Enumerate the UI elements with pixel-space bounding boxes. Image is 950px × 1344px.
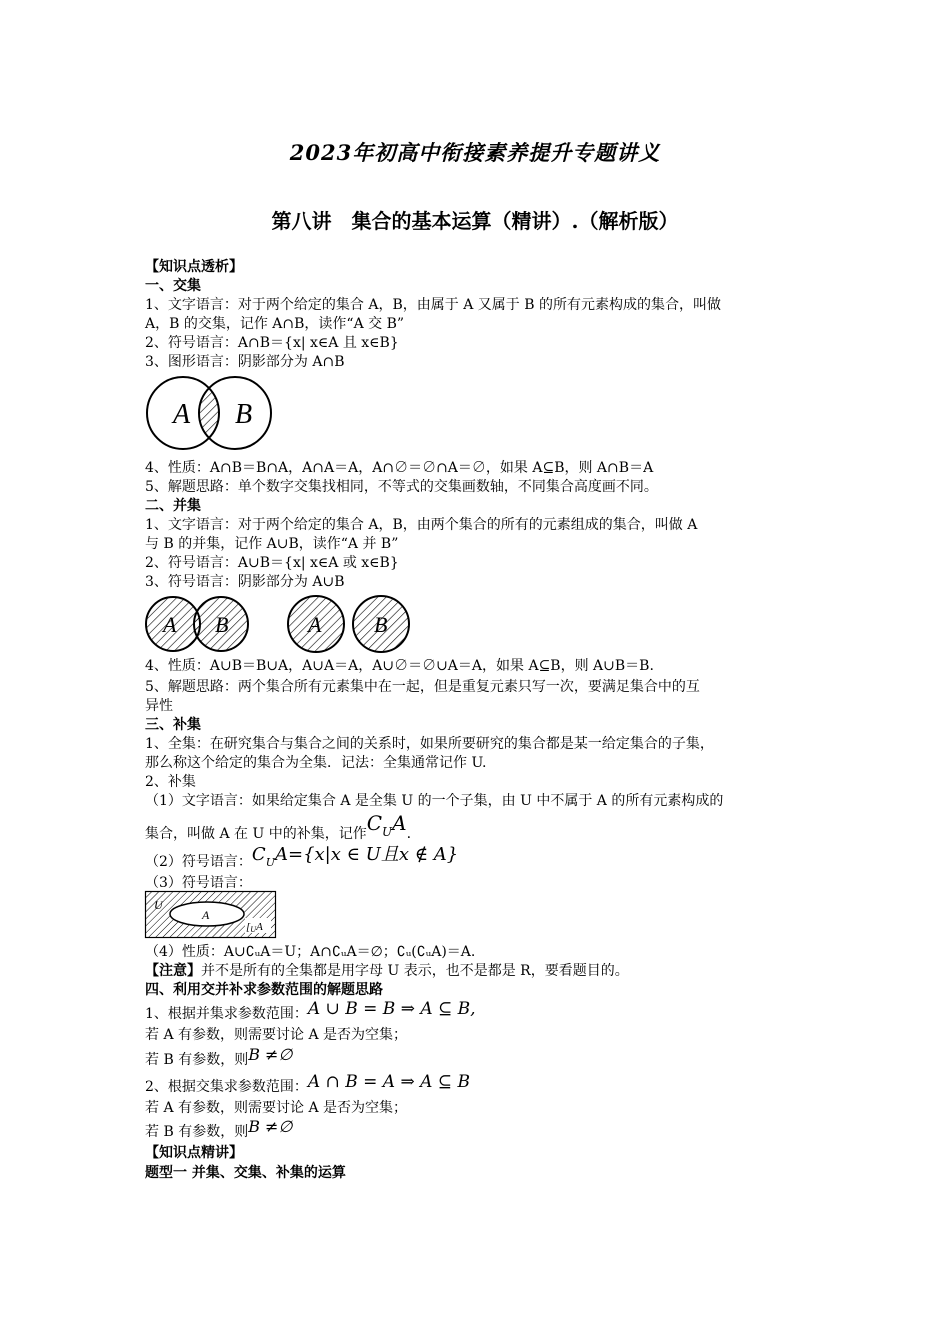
text: 2、符号语言：A∩B＝{x| x∈A 且 x∈B} bbox=[145, 335, 399, 351]
complement-diagram bbox=[145, 891, 277, 939]
venn-label-b: B bbox=[215, 612, 229, 637]
series-title: 2023年初高中衔接素养提升专题讲义 bbox=[289, 140, 661, 165]
text: 若 A 有参数，则需要讨论 A 是否为空集； bbox=[145, 1027, 408, 1043]
text: 集合，叫做 A 在 U 中的补集，记作 bbox=[145, 826, 367, 842]
text: 3、图形语言：阴影部分为 A∩B bbox=[145, 354, 345, 370]
section-complement-heading: 三、补集 bbox=[145, 717, 201, 733]
box-label-complement: [UA bbox=[246, 921, 263, 934]
text: （2）符号语言： bbox=[145, 854, 252, 870]
math-formula: B ≠∅ bbox=[248, 1117, 293, 1136]
math-formula: A ∪ B = B ⇒ A ⊆ B, bbox=[307, 999, 476, 1019]
question-type-heading: 题型一 并集、交集、补集的运算 bbox=[145, 1165, 346, 1181]
text: . bbox=[406, 826, 412, 842]
text: （1）文字语言：如果给定集合 A 是全集 U 的一个子集，由 U 中不属于 A 的所有元素构成的 bbox=[145, 793, 724, 809]
math-c: C bbox=[366, 811, 383, 835]
text: 异性 bbox=[145, 698, 173, 714]
section-parameter-heading: 四、利用交并补求参数范围的解题思路 bbox=[145, 982, 383, 998]
text: 1、文字语言：对于两个给定的集合 A，B，由属于 A 又属于 B 的所有元素构成的集合，叫做 bbox=[145, 297, 721, 313]
text: A，B 的交集，记作 A∩B，读作“A 交 B” bbox=[145, 316, 405, 332]
intersection-venn-diagram bbox=[145, 374, 275, 454]
section-union-heading: 二、并集 bbox=[145, 498, 201, 514]
text bbox=[145, 1117, 293, 1141]
math-a: A bbox=[392, 811, 407, 835]
union-venn-diagram-disjoint bbox=[286, 595, 416, 655]
text: 那么称这个给定的集合为全集．记法：全集通常记作 U. bbox=[145, 755, 487, 771]
text: 若 A 有参数，则需要讨论 A 是否为空集； bbox=[145, 1100, 408, 1116]
text bbox=[145, 999, 476, 1023]
note-label: 【注意】 bbox=[145, 963, 201, 979]
math-formula: B ≠∅ bbox=[248, 1045, 293, 1064]
text: 1、文字语言：对于两个给定的集合 A，B，由两个集合的所有的元素组成的集合，叫做 A bbox=[145, 517, 698, 533]
math-c: C bbox=[251, 844, 266, 865]
text bbox=[145, 1045, 293, 1069]
text: 4、性质：A∩B＝B∩A，A∩A＝A，A∩∅＝∅∩A＝∅，如果 A⊆B，则 A∩B＝A bbox=[145, 460, 654, 476]
venn-label-b: B bbox=[235, 399, 253, 430]
text: 2、符号语言：A∪B＝{x| x∈A 或 x∈B} bbox=[145, 555, 399, 571]
text: 5、解题思路：两个集合所有元素集中在一起，但是重复元素只写一次，要满足集合中的互 bbox=[145, 679, 700, 695]
union-venn-diagram-overlapping bbox=[145, 595, 255, 655]
text bbox=[145, 1072, 470, 1096]
text: 2、补集 bbox=[145, 774, 196, 790]
venn-label-b: B bbox=[374, 612, 388, 637]
text: 若 B 有参数，则 bbox=[145, 1124, 249, 1140]
text: 若 B 有参数，则 bbox=[145, 1052, 249, 1068]
lecture-title: 第八讲 集合的基本运算（精讲）.（解析版） bbox=[271, 209, 679, 233]
text: （3）符号语言： bbox=[145, 875, 252, 891]
math-sub: U bbox=[382, 824, 393, 839]
text: 4、性质：A∪B＝B∪A，A∪A＝A，A∪∅＝∅∪A＝A，如果 A⊆B，则 A∪B＝B. bbox=[145, 658, 654, 674]
venn-label-a: A bbox=[163, 612, 177, 637]
math-formula: A ∩ B = A ⇒ A ⊆ B bbox=[307, 1072, 470, 1092]
knowledge-heading: 【知识点透析】 bbox=[145, 259, 243, 275]
section-intersection-heading: 一、交集 bbox=[145, 278, 201, 294]
text: （4）性质：A∪∁ᵤA＝U；A∩∁ᵤA＝∅；∁ᵤ(∁ᵤA)＝A. bbox=[145, 944, 476, 960]
text: 5、解题思路：单个数字交集找相同，不等式的交集画数轴，不同集合高度画不同。 bbox=[145, 479, 658, 495]
box-label-u: U bbox=[154, 898, 163, 912]
text: 3、符号语言：阴影部分为 A∪B bbox=[145, 574, 345, 590]
text: 2、根据交集求参数范围： bbox=[145, 1079, 308, 1095]
text: 与 B 的并集，记作 A∪B，读作“A 并 B” bbox=[145, 536, 399, 552]
math-sub: U bbox=[265, 855, 275, 869]
text: 1、根据并集求参数范围： bbox=[145, 1006, 308, 1022]
text bbox=[145, 844, 459, 876]
math-formula: A={x|x ∈ U且x ∉ A} bbox=[274, 844, 459, 865]
text bbox=[145, 962, 629, 980]
text: 并不是所有的全集都是用字母 U 表示，也不是都是 R，要看题目的。 bbox=[201, 963, 629, 979]
text: 1、全集：在研究集合与集合之间的关系时，如果所要研究的集合都是某一给定集合的子集， bbox=[145, 736, 714, 752]
knowledge-detail-heading: 【知识点精讲】 bbox=[145, 1145, 243, 1161]
venn-label-a: A bbox=[308, 612, 322, 637]
venn-label-a: A bbox=[173, 399, 191, 430]
box-label-a: A bbox=[202, 908, 210, 922]
